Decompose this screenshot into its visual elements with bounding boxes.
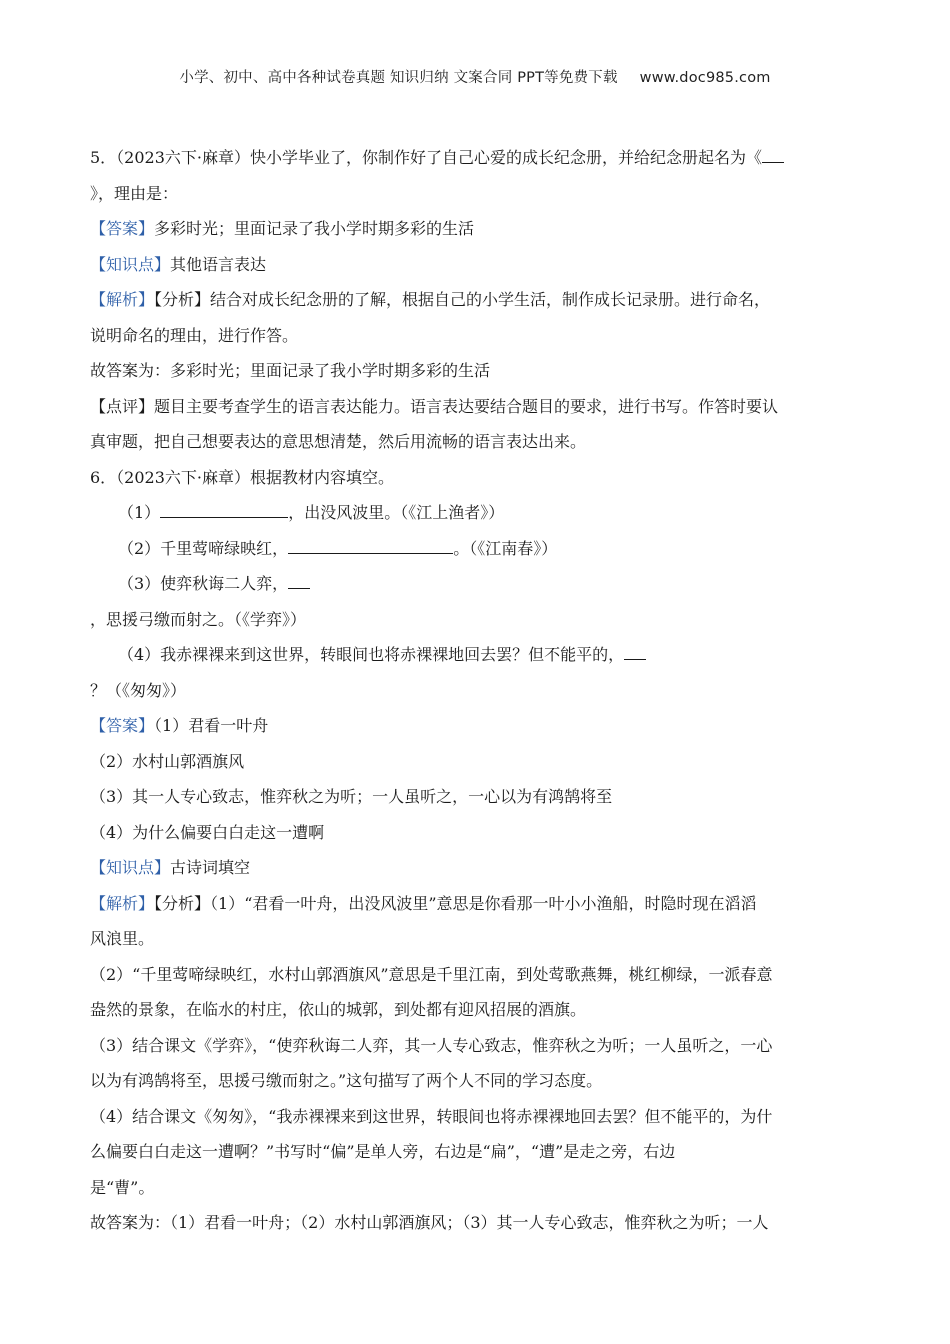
analysis-tag: 【解析】 xyxy=(90,290,155,309)
q6-analysis1-line1: 【解析】【分析】（1）“君看一叶舟，出没风波里”意思是你看那一叶小小渔船，时隐时现在滔滔 xyxy=(90,893,757,913)
q6-part4-blank xyxy=(624,641,646,660)
q6-final-answer: 故答案为：（1）君看一叶舟；（2）水村山郭酒旗风；（3）其一人专心致志，惟弈秋之为听；一人 xyxy=(90,1213,769,1232)
q5-stem-line1: 5．（2023六下·麻章）快小学毕业了，你制作好了自己心爱的成长纪念册，并给纪念册起名为《 xyxy=(90,140,858,176)
q6-analysis1-line2: 风浪里。 xyxy=(90,929,155,948)
q5-stem-line2: 》，理由是： xyxy=(90,183,179,203)
header-url[interactable]: www.doc985.com xyxy=(639,70,771,86)
q6-analysis3-line2: 以为有鸿鹄将至，思援弓缴而射之。”这句描写了两个人不同的学习态度。 xyxy=(90,1071,603,1090)
q6-answer-line2: （2）水村山郭酒旗风 xyxy=(90,751,245,771)
q6-analysis4-line1: （4）结合课文《匆匆》，“我赤裸裸来到这世界，转眼间也将赤裸裸地回去罢？但不能平的，为什 xyxy=(90,1106,773,1126)
page-header xyxy=(0,66,950,87)
q6-analysis3-line1: （3）结合课文《学弈》，“使弈秋诲二人弈，其一人专心致志，惟弈秋之为听；一人虽听之，一心 xyxy=(90,1035,773,1055)
q5-blank xyxy=(762,144,784,163)
q6-answer-line1: 【答案】（1）君看一叶舟 xyxy=(90,716,269,735)
q6-part3-blank xyxy=(288,570,310,589)
q6-stem: 6．（2023六下·麻章）根据教材内容填空。 xyxy=(90,467,394,487)
answer-tag: 【答案】 xyxy=(90,219,155,238)
q6-part3-line2: ，思援弓缴而射之。（《学弈》） xyxy=(90,609,307,629)
q6-part4-line1: （4）我赤裸裸来到这世界，转眼间也将赤裸裸地回去罢？但不能平的， xyxy=(90,637,858,673)
q6-part3-line1: （3）使弈秋诲二人弈， xyxy=(90,566,858,602)
q6-knowledge-point: 【知识点】古诗词填空 xyxy=(90,858,251,877)
knowledge-point-tag: 【知识点】 xyxy=(90,858,171,877)
q5-comment-line1: 【点评】题目主要考查学生的语言表达能力。语言表达要结合题目的要求，进行书写。作答时要认 xyxy=(90,396,779,416)
document-body xyxy=(90,140,858,1241)
q6-part2-blank xyxy=(288,535,453,554)
q6-analysis2-line2: 盎然的景象，在临水的村庄，依山的城郭，到处都有迎风招展的酒旗。 xyxy=(90,1000,587,1019)
q5-comment-line2: 真审题，把自己想要表达的意思想清楚，然后用流畅的语言表达出来。 xyxy=(90,432,587,451)
q6-analysis4-line2: 么偏要白白走这一遭啊？”书写时“偏”是单人旁，右边是“扁”，“遭”是走之旁，右边 xyxy=(90,1142,676,1161)
header-text: 小学、初中、高中各种试卷真题 知识归纳 文案合同 PPT等免费下载 xyxy=(179,70,618,86)
q6-answer-line4: （4）为什么偏要白白走这一遭啊 xyxy=(90,822,325,842)
q6-part4-line2: ？（《匆匆》） xyxy=(90,680,187,700)
q6-part1: （1） ，出没风波里。（《江上渔者》） xyxy=(90,495,858,531)
q5-answer: 【答案】多彩时光；里面记录了我小学时期多彩的生活 xyxy=(90,219,475,238)
q6-part1-blank xyxy=(160,499,288,518)
q6-analysis4-line3: 是“曹”。 xyxy=(90,1177,155,1197)
q6-part2: （2）千里莺啼绿映红， 。（《江南春》） xyxy=(90,531,858,567)
analysis-tag: 【解析】 xyxy=(90,893,155,913)
q6-analysis2-line1: （2）“千里莺啼绿映红，水村山郭酒旗风”意思是千里江南，到处莺歌燕舞，桃红柳绿，一派春意 xyxy=(90,964,773,984)
knowledge-point-tag: 【知识点】 xyxy=(90,254,171,274)
answer-tag: 【答案】 xyxy=(90,716,155,735)
q5-knowledge-point: 【知识点】其他语言表达 xyxy=(90,254,267,274)
q5-analysis-line1: 【解析】【分析】结合对成长纪念册的了解，根据自己的小学生活，制作成长记录册。进行命名， xyxy=(90,290,771,309)
q6-answer-line3: （3）其一人专心致志，惟弈秋之为听；一人虽听之，一心以为有鸿鹄将至 xyxy=(90,787,613,806)
q5-final-answer: 故答案为：多彩时光；里面记录了我小学时期多彩的生活 xyxy=(90,361,491,380)
q5-analysis-line2: 说明命名的理由，进行作答。 xyxy=(90,325,299,345)
